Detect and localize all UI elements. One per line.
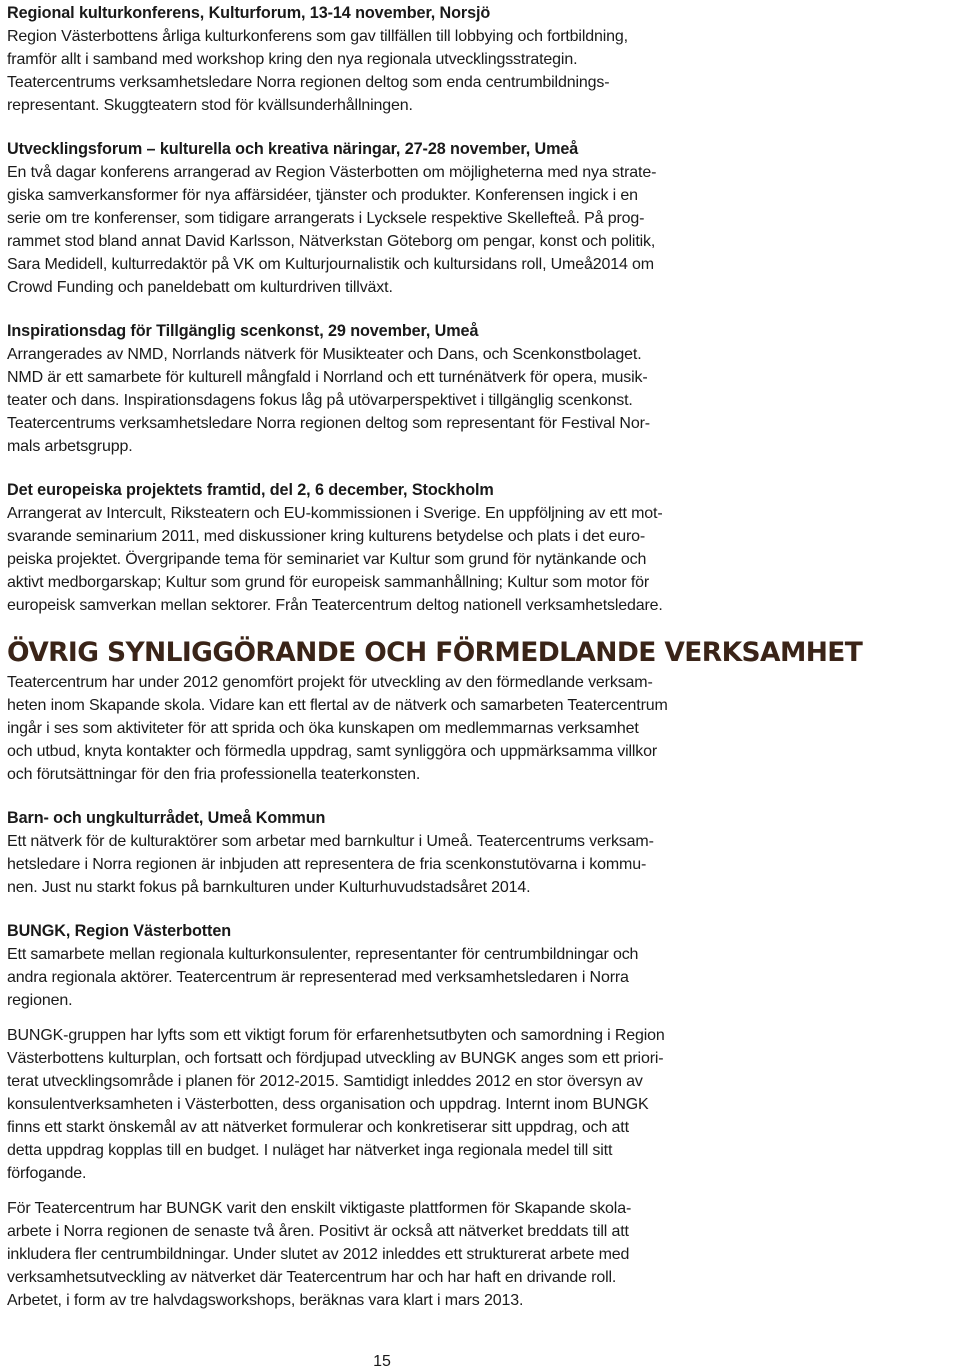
body-line: regionen. [7,992,73,1009]
body-line: För Teatercentrum har BUNGK varit den enskilt viktigaste plattformen för Skapande skola- [7,1200,632,1217]
body-line: och förutsättningar för den fria professionella teaterkonsten. [7,766,421,783]
main-section-title: ÖVRIG SYNLIGGÖRANDE OCH FÖRMEDLANDE VERKSAMHET [7,637,863,668]
body-line: Arbetet, i form av tre halvdagsworkshops, beräknas vara klart i mars 2013. [7,1292,524,1309]
body-line: nen. Just nu starkt fokus på barnkulturen under Kulturhuvudstadsåret 2014. [7,879,531,896]
section-heading: BUNGK, Region Västerbotten [7,922,232,940]
body-line: Sara Medidell, kulturredaktör på VK om Kulturjournalistik och kultursidans roll, Umeå2014 om [7,256,654,273]
section-kulturforum [7,2,727,117]
section-bungk [7,920,727,1012]
body-line: Teatercentrums verksamhetsledare Norra regionen deltog som representant för Festival Nor- [7,415,650,432]
body-line: serie om tre konferenser, som tidigare arrangerats i Lycksele respektive Skellefteå. På prog- [7,210,645,227]
body-line: Crowd Funding och paneldebatt om kulturdriven tillväxt. [7,279,393,296]
body-line: verksamhetsutveckling av nätverket där Teatercentrum har och har haft en drivande roll. [7,1269,617,1286]
body-line: framför allt i samband med workshop kring den nya regionala utvecklingsstrategin. [7,51,578,68]
body-line: arbete i Norra regionen de senaste två åren. Positivt är också att nätverket breddats till att [7,1223,629,1240]
body-line: Ett samarbete mellan regionala kulturkonsulenter, representanter för centrumbildningar och [7,946,639,963]
body-line: Teatercentrums verksamhetsledare Norra regionen deltog som enda centrumbildnings- [7,74,610,91]
body-line: aktivt medborgarskap; Kultur som grund för europeisk sammanhållning; Kultur som motor för [7,574,650,591]
document-page [7,2,863,1312]
body-line: NMD är ett samarbete för kulturell mångfald i Norrland och ett turnénätverk för opera, musik- [7,369,648,386]
body-line: Arrangerades av NMD, Norrlands nätverk för Musikteater och Dans, och Scenkonstbolaget. [7,346,642,363]
body-line: Ett nätverk för de kulturaktörer som arbetar med barnkultur i Umeå. Teatercentrums verksam- [7,833,654,850]
body-line: Teatercentrum har under 2012 genomfört projekt för utveckling av den förmedlande verksam- [7,674,653,691]
body-line: andra regionala aktörer. Teatercentrum är representerad med verksamhetsledaren i Norra [7,969,629,986]
body-line: Västerbottens kulturplan, och fortsatt och fördjupad utveckling av BUNGK anges som ett priori- [7,1050,664,1067]
body-line: europeisk samverkan mellan sektorer. Från Teatercentrum deltog nationell verksamhetsledare. [7,597,663,614]
body-line: Region Västerbottens årliga kulturkonferens som gav tillfällen till lobbying och fortbildning, [7,28,628,45]
section-europeiska-projektet [7,479,727,617]
intro-paragraph [7,671,727,786]
section-heading: Det europeiska projektets framtid, del 2, 6 december, Stockholm [7,481,494,499]
section-heading: Barn- och ungkulturrådet, Umeå Kommun [7,809,326,827]
body-line: heten inom Skapande skola. Vidare kan ett flertal av de nätverk och samarbeten Teatercentrum [7,697,668,714]
body-line: peiska projektet. Övergripande tema för seminariet var Kultur som grund för nytänkande och [7,551,647,568]
body-line: ingår i ses som aktiviteter för att sprida och öka kunskapen om medlemmarnas verksamhet [7,720,639,737]
body-line: och utbud, knyta kontakter och förmedla uppdrag, samt synliggöra och uppmärksamma villkor [7,743,658,760]
body-line: detta uppdrag kopplas till en budget. I nuläget har nätverket inga regionala medel till sitt [7,1142,613,1159]
section-heading: Inspirationsdag för Tillgänglig scenkonst, 29 november, Umeå [7,322,479,340]
body-line: giska samverkansformer för nya affärsidéer, tjänster och produkter. Konferensen ingick i en [7,187,638,204]
section-heading: Regional kulturkonferens, Kulturforum, 13-14 november, Norsjö [7,4,491,22]
body-line: teater och dans. Inspirationsdagens fokus låg på utövarperspektivet i tillgänglig scenkonst. [7,392,633,409]
body-line: En två dagar konferens arrangerad av Region Västerbotten om möjligheterna med nya strate- [7,164,657,181]
body-line: hetsledare i Norra regionen är inbjuden att representera de fria scenkonstutövarna i kommu- [7,856,647,873]
section-barn-ungkulturradet [7,807,727,899]
section-utvecklingsforum [7,138,727,299]
body-line: mals arbetsgrupp. [7,438,133,455]
body-line: finns ett starkt önskemål av att nätverket formulerar och konkretiserar sitt uppdrag, och att [7,1119,629,1136]
section-heading: Utvecklingsforum – kulturella och kreativa näringar, 27-28 november, Umeå [7,140,579,158]
body-line: BUNGK-gruppen har lyfts som ett viktigt forum för erfarenhetsutbyten och samordning i Region [7,1027,665,1044]
bungk-paragraph-3 [7,1197,727,1312]
page-number: 15 [373,1353,391,1370]
body-line: Arrangerat av Intercult, Riksteatern och EU-kommissionen i Sverige. En uppföljning av ett mot- [7,505,663,522]
body-line: konsulentverksamheten i Västerbotten, dess organisation och uppdrag. Internt inom BUNGK [7,1096,649,1113]
body-line: förfogande. [7,1165,87,1182]
body-line: rammet stod bland annat David Karlsson, Nätverkstan Göteborg om pengar, konst och politik, [7,233,656,250]
bungk-paragraph-2 [7,1024,727,1185]
body-line: inkludera fler centrumbildningar. Under slutet av 2012 inleddes ett strukturerat arbete med [7,1246,630,1263]
body-line: terat utvecklingsområde i planen för 2012-2015. Samtidigt inleddes 2012 en stor översyn av [7,1073,643,1090]
body-line: representant. Skuggteatern stod för kvällsunderhållningen. [7,97,413,114]
section-inspirationsdag [7,320,727,458]
body-line: svarande seminarium 2011, med diskussioner kring kulturens betydelse och plats i det euro- [7,528,646,545]
